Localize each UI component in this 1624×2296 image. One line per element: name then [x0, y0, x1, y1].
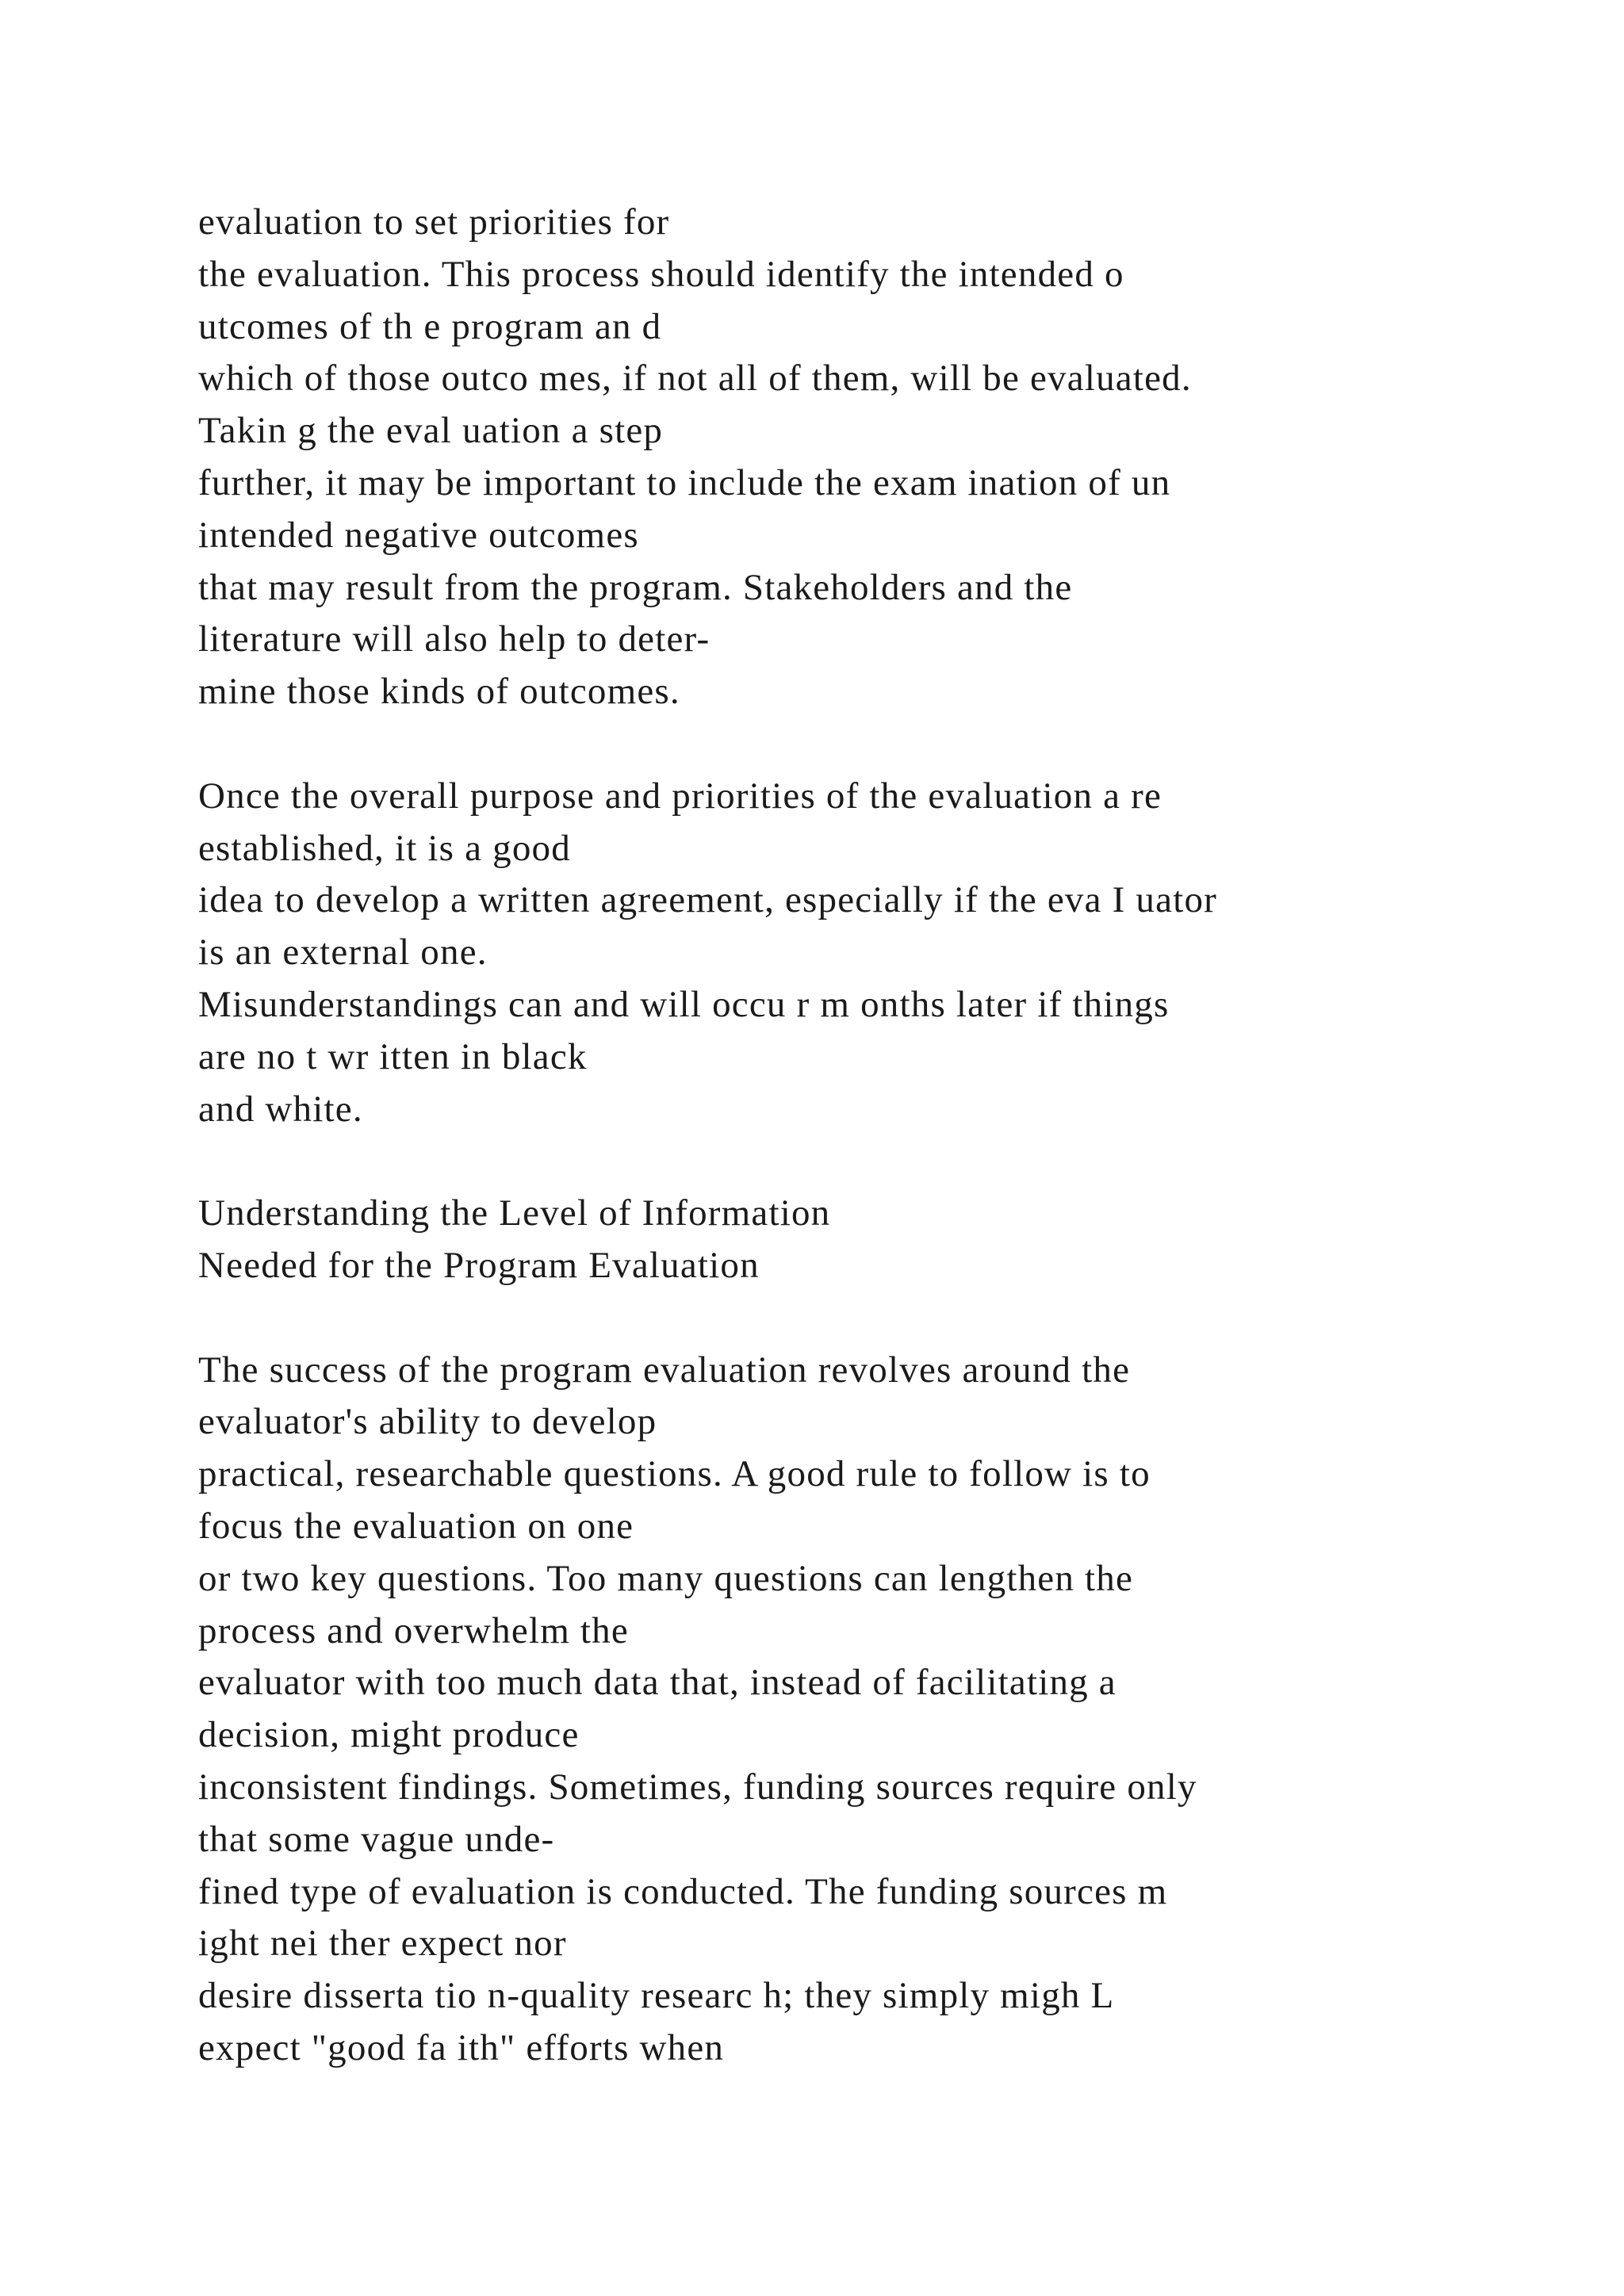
- text-line: evaluation to set priorities for: [198, 201, 670, 243]
- text-line: decision, might produce: [198, 1714, 580, 1756]
- text-line: evaluator with too much data that, instead of facilitating a: [198, 1662, 1116, 1704]
- text-line: ight nei ther expect nor: [198, 1923, 567, 1965]
- text-line: literature will also help to deter-: [198, 618, 710, 660]
- text-line: that some vague unde-: [198, 1818, 555, 1860]
- text-line: The success of the program evaluation revolves around the: [198, 1349, 1131, 1391]
- text-line: that may result from the program. Stakeholders and the: [198, 566, 1073, 608]
- text-line: focus the evaluation on one: [198, 1505, 634, 1547]
- text-line: process and overwhelm the: [198, 1609, 629, 1651]
- text-line: is an external one.: [198, 932, 488, 974]
- text-line: further, it may be important to include the exam ination of un: [198, 461, 1171, 503]
- text-line: Takin g the eval uation a step: [198, 410, 664, 452]
- section-heading-line: Understanding the Level of Information: [198, 1192, 831, 1234]
- text-line: are no t wr itten in black: [198, 1035, 588, 1077]
- text-line: practical, researchable questions. A good rule to follow is to: [198, 1453, 1151, 1495]
- text-line: which of those outco mes, if not all of them, will be evaluated.: [198, 358, 1192, 400]
- text-line: established, it is a good: [198, 827, 571, 869]
- text-line: intended negative outcomes: [198, 514, 639, 556]
- text-line: or two key questions. Too many questions can lengthen the: [198, 1557, 1134, 1599]
- text-line: Once the overall purpose and priorities of the evaluation a re: [198, 775, 1162, 817]
- text-line: evaluator's ability to develop: [198, 1401, 657, 1443]
- text-line: idea to develop a written agreement, especially if the eva I uator: [198, 879, 1217, 921]
- text-line: Misunderstandings can and will occu r m onths later if things: [198, 983, 1170, 1025]
- text-line: utcomes of th e program an d: [198, 305, 662, 347]
- text-line: desire disserta tio n-quality researc h; they simply migh L: [198, 1975, 1115, 2017]
- text-line: expect "good fa ith" efforts when: [198, 2026, 725, 2068]
- blank-line: [198, 718, 1546, 771]
- text-line: the evaluation. This process should identify the intended o: [198, 253, 1124, 295]
- text-line: mine those kinds of outcomes.: [198, 671, 680, 713]
- section-heading-line: Needed for the Program Evaluation: [198, 1244, 760, 1286]
- text-line: fined type of evaluation is conducted. The funding sources m: [198, 1870, 1168, 1912]
- text-line: and white.: [198, 1088, 363, 1130]
- text-line: inconsistent findings. Sometimes, funding sources require only: [198, 1766, 1197, 1808]
- document-body: [198, 197, 1546, 2075]
- blank-line: [198, 1292, 1546, 1345]
- blank-line: [198, 1135, 1546, 1188]
